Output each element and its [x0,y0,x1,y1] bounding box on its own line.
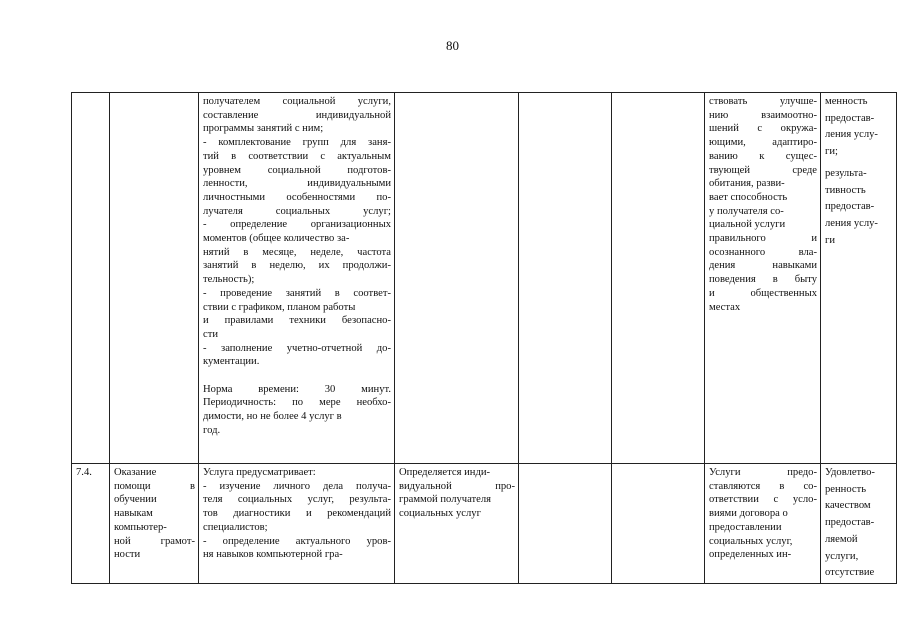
text-line: Удовлетво- [825,467,875,478]
cell-quality-indicators [821,464,897,584]
text-line: вает способность [709,191,788,203]
text-line: занятий в неделю, их продолжи- [203,260,391,272]
text-line: Определяется инди- [399,467,491,478]
text-line: Услуга предусматривает: [203,467,316,478]
text-line: граммой получателя [399,494,492,506]
text-line: ги [825,234,836,246]
text-line [203,369,391,383]
text-line: навыкам [114,508,153,520]
text-line: у получателя со- [709,205,784,217]
text-line: программы занятий с ним; [203,123,324,135]
text-line: отсутствие [825,567,875,579]
text-line: составление индивидуальной [203,109,391,121]
cell-service-volume [395,93,519,464]
text-line: предостав- [825,201,875,213]
cell-service-name [110,464,199,584]
text-line: предостав- [825,112,875,124]
text-line: ленности, индивидуальными [203,178,391,190]
text-line: тов диагностики и рекомендаций [203,508,391,520]
text-line: - определение организационных [203,219,391,231]
text-line: Услуги предо- [709,467,817,478]
text-line: ющими, адаптиро- [709,137,817,149]
text-line: нятий в месяце, неделе, частота [203,246,391,258]
text-line: - определение актуального уров- [203,535,391,547]
cell-quality-indicators [821,93,897,464]
text-line: определенных ин- [709,549,792,561]
text-line: моментов (общее количество за- [203,233,350,245]
cell-service-name [110,93,199,464]
text-line: сти [203,328,219,340]
cell-service-description [199,464,395,584]
text-line: нию взаимоотно- [709,109,817,121]
text-line: обучении [114,494,157,506]
text-line: специалистов; [203,521,268,533]
text-line: виями договора о [709,508,788,520]
text-line: циальной услуги [709,219,786,231]
cell-empty-6 [612,93,705,464]
text-line: осознанного вла- [709,246,817,258]
text-line: уровнем социальной подготов- [203,164,391,176]
text-line: ванию к сущес- [709,150,817,162]
text-line: - изучение личного дела получа- [203,480,391,492]
text-line: год. [203,424,221,436]
text-line: кументации. [203,356,260,368]
text-line: обитания, разви- [709,178,785,190]
text-line: личностными особенностями по- [203,191,391,203]
cell-empty-6 [612,464,705,584]
text-line: ления услу- [825,217,878,229]
text-line: предоставлении [709,521,782,533]
text-line: ответствии с усло- [709,494,817,506]
text-line: тивность [825,184,866,196]
services-table [71,92,897,584]
text-line: ления услу- [825,129,878,141]
text-line: димости, но не более 4 услуг в [203,411,342,423]
text-line: Периодичность: по мере необхо- [203,397,391,409]
text-line: ной грамот- [114,535,195,547]
text-line: ренность [825,483,867,495]
text-line: компьютер- [114,521,167,533]
cell-empty-5 [519,464,612,584]
table-row [72,93,897,464]
text-line: предостав- [825,517,875,529]
text-line: получателем социальной услуги, [203,96,391,107]
text-line: ствовать улучше- [709,96,817,107]
text-line: Оказание [114,467,157,478]
text-line: - заполнение учетно-отчетной до- [203,342,391,354]
text-line: ставляются в со- [709,480,817,492]
text-line: тельность); [203,274,255,286]
text-line: правильного и [709,233,817,245]
text-line: видуальной про- [399,480,515,492]
text-line: помощи в [114,480,195,492]
text-line: услуги, [825,550,859,562]
text-line: результа- [825,167,867,179]
text-line: - комплектование групп для заня- [203,137,391,149]
cell-number [72,93,110,464]
text-line: менность [825,96,868,107]
cell-service-volume [395,464,519,584]
text-line: социальных услуг [399,508,481,520]
text-line: теля социальных услуг, результа- [203,494,391,506]
text-line: ствии с графиком, планом работы [203,301,356,313]
cell-service-description [199,93,395,464]
table-row [72,464,897,584]
cell-empty-5 [519,93,612,464]
text-line: ги; [825,146,838,158]
text-line: тий в соответствии с актуальным [203,150,391,162]
text-line: ляемой [825,533,858,545]
cell-service-conditions [705,464,821,584]
text-line: - проведение занятий в соответ- [203,287,391,299]
text-line: качеством [825,500,871,512]
text-line: шений с окружа- [709,123,817,135]
cell-service-conditions [705,93,821,464]
text-line: местах [709,301,741,313]
text-line: дения навыками [709,260,817,272]
text-line: ня навыков компьютерной гра- [203,549,343,561]
text-line: социальных услуг, [709,535,793,547]
cell-number: 7.4. [72,464,110,584]
text-line: Норма времени: 30 минут. [203,383,391,395]
page-number: 80 [446,38,459,53]
text-line: поведения в быту [709,274,817,286]
text-line: лучателя социальных услуг; [203,205,391,217]
text-line: ности [114,549,141,561]
text-line: твующей среде [709,164,817,176]
text-line: и правилами техники безопасно- [203,315,391,327]
text-line: и общественных [709,287,817,299]
